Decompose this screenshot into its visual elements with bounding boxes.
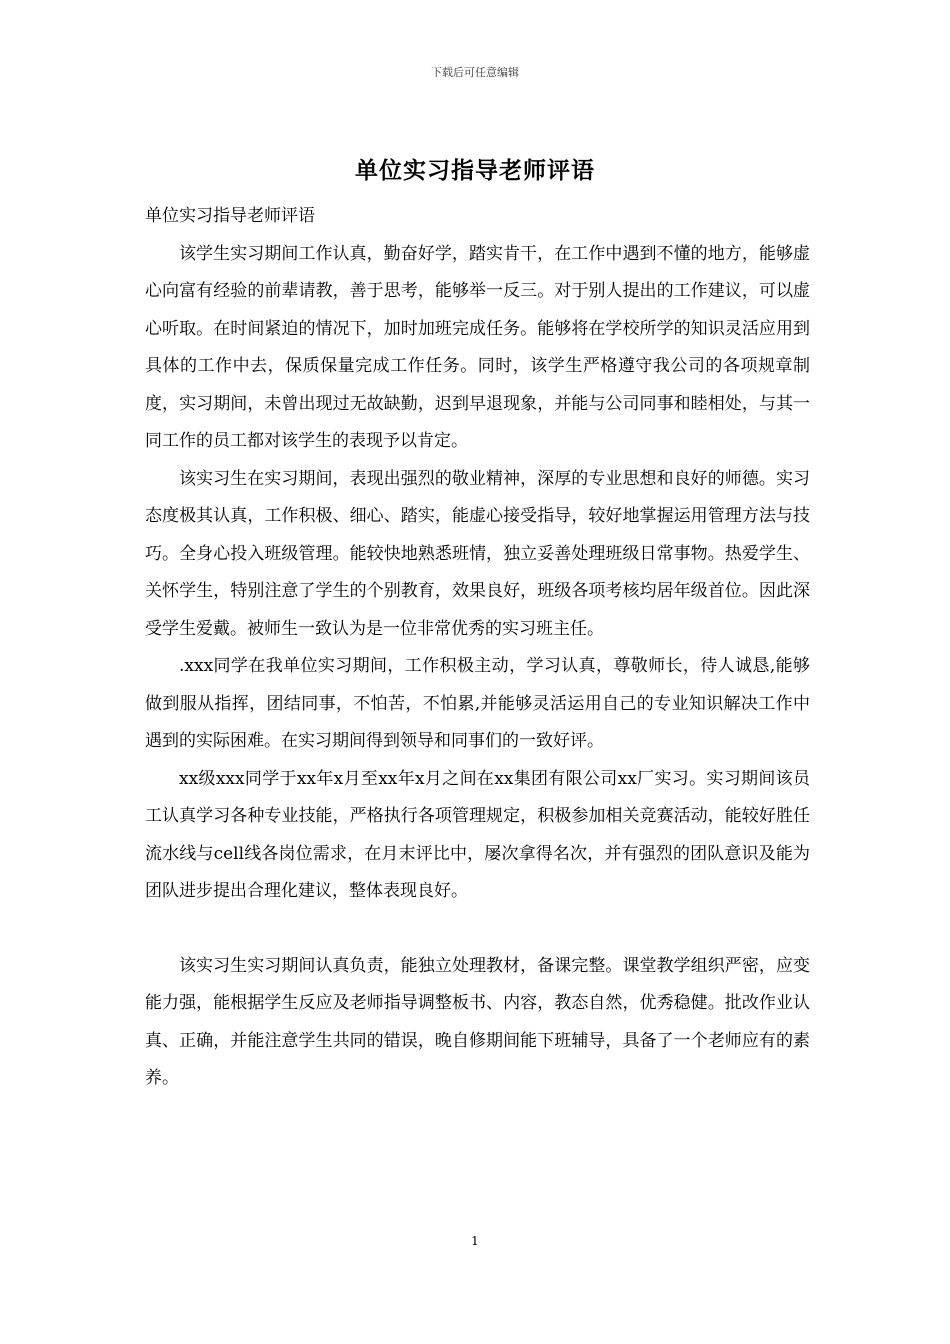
paragraph-3: .xxx同学在我单位实习期间，工作积极主动，学习认真，尊敬师长，待人诚恳,能够做到服从指挥，团结同事，不怕苦，不怕累,并能够灵活运用自己的专业知识解决工作中遇到的实际困难。在实习期间得到领导和同事们的一致好评。 bbox=[145, 656, 810, 751]
paragraph-1: 该学生实习期间工作认真，勤奋好学，踏实肯干，在工作中遇到不懂的地方，能够虚心向富有经验的前辈请教，善于思考，能够举一反三。对于别人提出的工作建议，可以虚心听取。在时间紧迫的情况下，加时加班完成任务。能够将在学校所学的知识灵活应用到具体的工作中去，保质保量完成工作任务。同时，该学生严格遵守我公司的各项规章制度，实习期间，未曾出现过无故缺勤，迟到早退现象，并能与公司同事和睦相处，与其一同工作的员工都对该学生的表现予以肯定。 bbox=[145, 243, 810, 451]
paragraph-4: xx级xxx同学于xx年x月至xx年x月之间在xx集团有限公司xx厂实习。实习期间该员工认真学习各种专业技能，严格执行各项管理规定，积极参加相关竞赛活动，能较好胜任流水线与cell线各岗位需求，在月末评比中，屡次拿得名次，并有强烈的团队意识及能为团队进步提出合理化建议，整体表现良好。 bbox=[145, 768, 810, 901]
paragraph-5: 该实习生实习期间认真负责，能独立处理教材，备课完整。课堂教学组织严密，应变能力强，能根据学生反应及老师指导调整板书、内容，教态自然，优秀稳健。批改作业认真、正确，并能注意学生共同的错误，晚自修期间能下班辅导，具备了一个老师应有的素养。 bbox=[145, 955, 810, 1088]
page-header-note: 下载后可任意编辑 bbox=[431, 66, 519, 79]
document-body bbox=[145, 198, 810, 1098]
document-subtitle: 单位实习指导老师评语 bbox=[145, 206, 315, 226]
document-title: 单位实习指导老师评语 bbox=[355, 157, 595, 184]
page-number: 1 bbox=[471, 1234, 479, 1248]
paragraph-2: 该实习生在实习期间，表现出强烈的敬业精神，深厚的专业思想和良好的师德。实习态度极其认真，工作积极、细心、踏实，能虚心接受指导，较好地掌握运用管理方法与技巧。全身心投入班级管理。能较快地熟悉班情，独立妥善处理班级日常事物。热爱学生、关怀学生，特别注意了学生的个别教育，效果良好，班级各项考核均居年级首位。因此深受学生爱戴。被师生一致认为是一位非常优秀的实习班主任。 bbox=[145, 468, 810, 639]
